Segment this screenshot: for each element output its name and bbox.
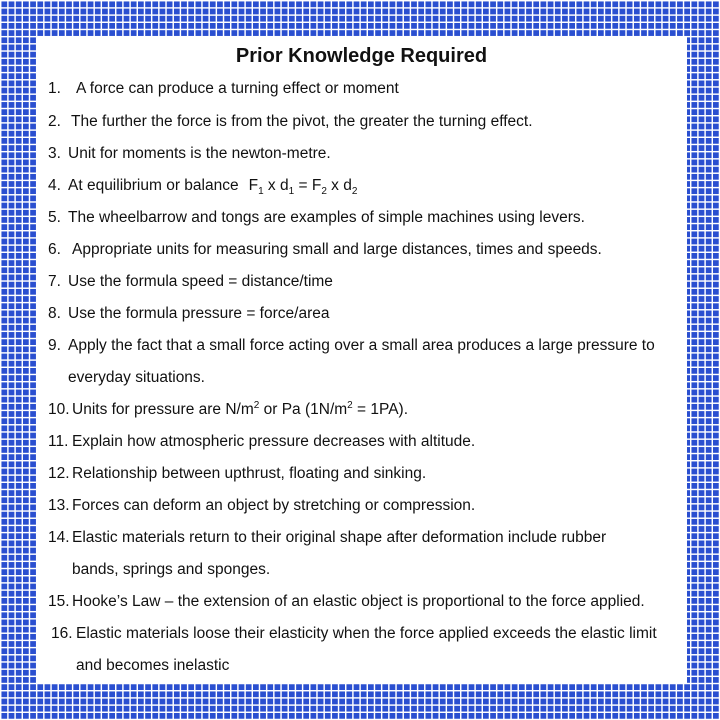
list-item: [48, 528, 606, 548]
item-text: Explain how atmospheric pressure decreases with altitude.: [72, 433, 476, 450]
item-number: 10.: [48, 401, 70, 418]
item-number: 5.: [48, 209, 61, 226]
item-text: The wheelbarrow and tongs are examples of simple machines using levers.: [68, 209, 585, 226]
item-text: Use the formula speed = distance/time: [68, 273, 333, 290]
page-title: Prior Knowledge Required: [235, 45, 488, 67]
item-continuation: bands, springs and sponges.: [72, 561, 271, 578]
item-text: Units for pressure are $N/m^2$ or Pa $(1N/m^2 = 1PA)$.: [72, 399, 409, 418]
list-item: [48, 464, 426, 484]
item-number: 16.: [51, 625, 73, 642]
item-number: 12.: [48, 465, 70, 482]
item-number: 14.: [48, 529, 70, 546]
item-text: Hooke’s Law – the extension of an elastic object is proportional to the force applied.: [72, 593, 645, 610]
list-item: [48, 496, 475, 516]
item-text: Apply the fact that a small force acting over a small area produces a large pressure to: [68, 337, 655, 354]
item-text: Appropriate units for measuring small and large distances, times and speeds.: [72, 241, 602, 258]
item-text: Relationship between upthrust, floating and sinking.: [72, 465, 427, 482]
list-item: [48, 176, 357, 196]
item-number: 2.: [48, 113, 61, 130]
list-item: [48, 112, 533, 132]
item-text: A force can produce a turning effect or moment: [76, 80, 399, 97]
item-continuation: everyday situations.: [68, 369, 205, 386]
list-item: [48, 592, 645, 612]
list-item: [48, 336, 655, 356]
list-item: [48, 208, 585, 228]
list-item: [48, 79, 399, 99]
item-text: Elastic materials return to their original shape after deformation include rubber: [72, 529, 607, 546]
item-text: Use the formula pressure = force/area: [68, 305, 330, 322]
item-text: The further the force is from the pivot, the greater the turning effect.: [71, 113, 533, 130]
list-item: [48, 304, 329, 324]
list-item: [51, 624, 657, 644]
item-number: 7.: [48, 273, 61, 290]
item-text: Unit for moments is the newton-metre.: [68, 145, 331, 162]
item-continuation: and becomes inelastic: [76, 657, 230, 674]
list-item: [48, 240, 602, 260]
item-number: 3.: [48, 145, 61, 162]
item-number: 8.: [48, 305, 61, 322]
item-text: Elastic materials loose their elasticity when the force applied exceeds the elastic limit: [76, 625, 657, 642]
item-text: Forces can deform an object by stretching or compression.: [72, 497, 476, 514]
item-number: 9.: [48, 337, 61, 354]
item-number: 15.: [48, 593, 70, 610]
item-number: 6.: [48, 241, 61, 258]
item-text: At equilibrium or balance: [68, 177, 239, 194]
list-item: [48, 144, 331, 164]
content-card: [36, 37, 687, 684]
item-number: 4.: [48, 177, 61, 194]
formula: $F_1$ x $d_1 = F_2$ x $d_2$: [248, 177, 358, 198]
list-item: [48, 272, 333, 292]
item-number: 11.: [48, 433, 69, 450]
item-number: 1.: [48, 80, 61, 97]
item-number: 13.: [48, 497, 70, 514]
list-item: [48, 400, 408, 420]
list-item: [48, 432, 475, 452]
